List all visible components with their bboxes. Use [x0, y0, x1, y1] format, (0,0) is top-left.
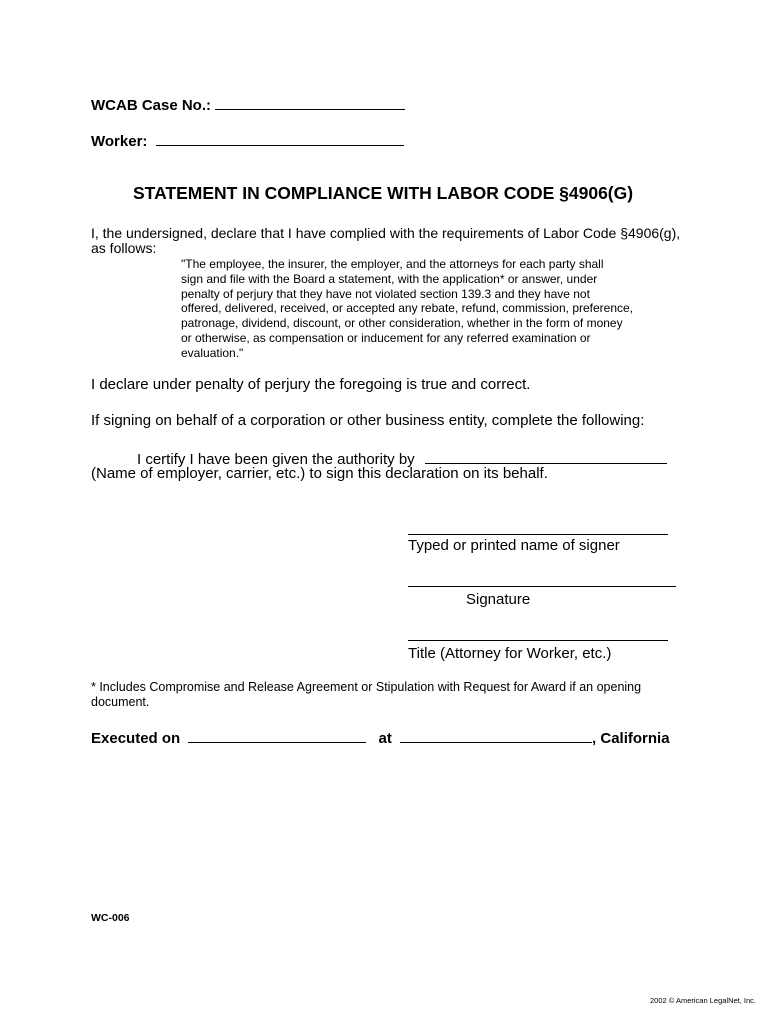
quote-line: "The employee, the insurer, the employer, and the attorneys for each party shall — [181, 257, 604, 271]
declaration-line-2: as follows: — [91, 240, 157, 256]
quote-line: penalty of perjury that they have not violated section 139.3 and they have not — [181, 286, 590, 301]
quote-line: or otherwise, as compensation or inducement for any referred examination or — [181, 330, 591, 345]
quote-line: patronage, dividend, discount, or other consideration, whether in the form of money — [181, 316, 623, 331]
title-label: Title (Attorney for Worker, etc.) — [408, 645, 612, 662]
employer-name-field[interactable] — [425, 448, 667, 464]
quote-line: offered, delivered, received, or accepted any rebate, refund, commission, preference, — [181, 301, 634, 316]
copyright-notice: 2002 © American LegalNet, Inc. — [650, 996, 757, 1005]
state-suffix: , California — [592, 730, 670, 747]
signature-field[interactable] — [408, 586, 676, 587]
footnote-line-2: document. — [91, 695, 150, 709]
executed-row — [91, 727, 670, 747]
footnote-line-1: * Includes Compromise and Release Agreement or Stipulation with Request for Award if an opening — [91, 680, 642, 694]
executed-label: Executed on — [91, 730, 181, 747]
form-number: WC-006 — [91, 912, 130, 924]
worker-row — [91, 130, 404, 150]
at-label: at — [378, 730, 392, 747]
executed-location-field[interactable] — [400, 727, 592, 743]
typed-name-field[interactable] — [408, 534, 668, 535]
case-number-row — [91, 94, 405, 114]
typed-name-label: Typed or printed name of signer — [408, 537, 620, 554]
statute-quote — [181, 257, 681, 361]
worker-label: Worker: — [91, 133, 148, 150]
case-number-field[interactable] — [215, 94, 405, 110]
worker-field[interactable] — [156, 130, 404, 146]
signature-label: Signature — [466, 591, 531, 608]
perjury-statement: I declare under penalty of perjury the foregoing is true and correct. — [91, 376, 531, 393]
authority-line-2: (Name of employer, carrier, etc.) to sign this declaration on its behalf. — [91, 465, 548, 482]
case-number-label: WCAB Case No.: — [91, 97, 212, 114]
declaration-line-1: I, the undersigned, declare that I have complied with the requirements of Labor Code §4906(g), — [91, 225, 681, 241]
title-field[interactable] — [408, 640, 668, 641]
authority-text: I certify I have been given the authority by — [137, 451, 415, 468]
quote-line: sign and file with the Board a statement, with the application* or answer, under — [181, 271, 598, 286]
document-title: STATEMENT IN COMPLIANCE WITH LABOR CODE §4906(G) — [133, 183, 634, 203]
corporate-statement: If signing on behalf of a corporation or other business entity, complete the following: — [91, 412, 645, 429]
executed-date-field[interactable] — [188, 727, 366, 743]
quote-line: evaluation." — [181, 345, 244, 360]
